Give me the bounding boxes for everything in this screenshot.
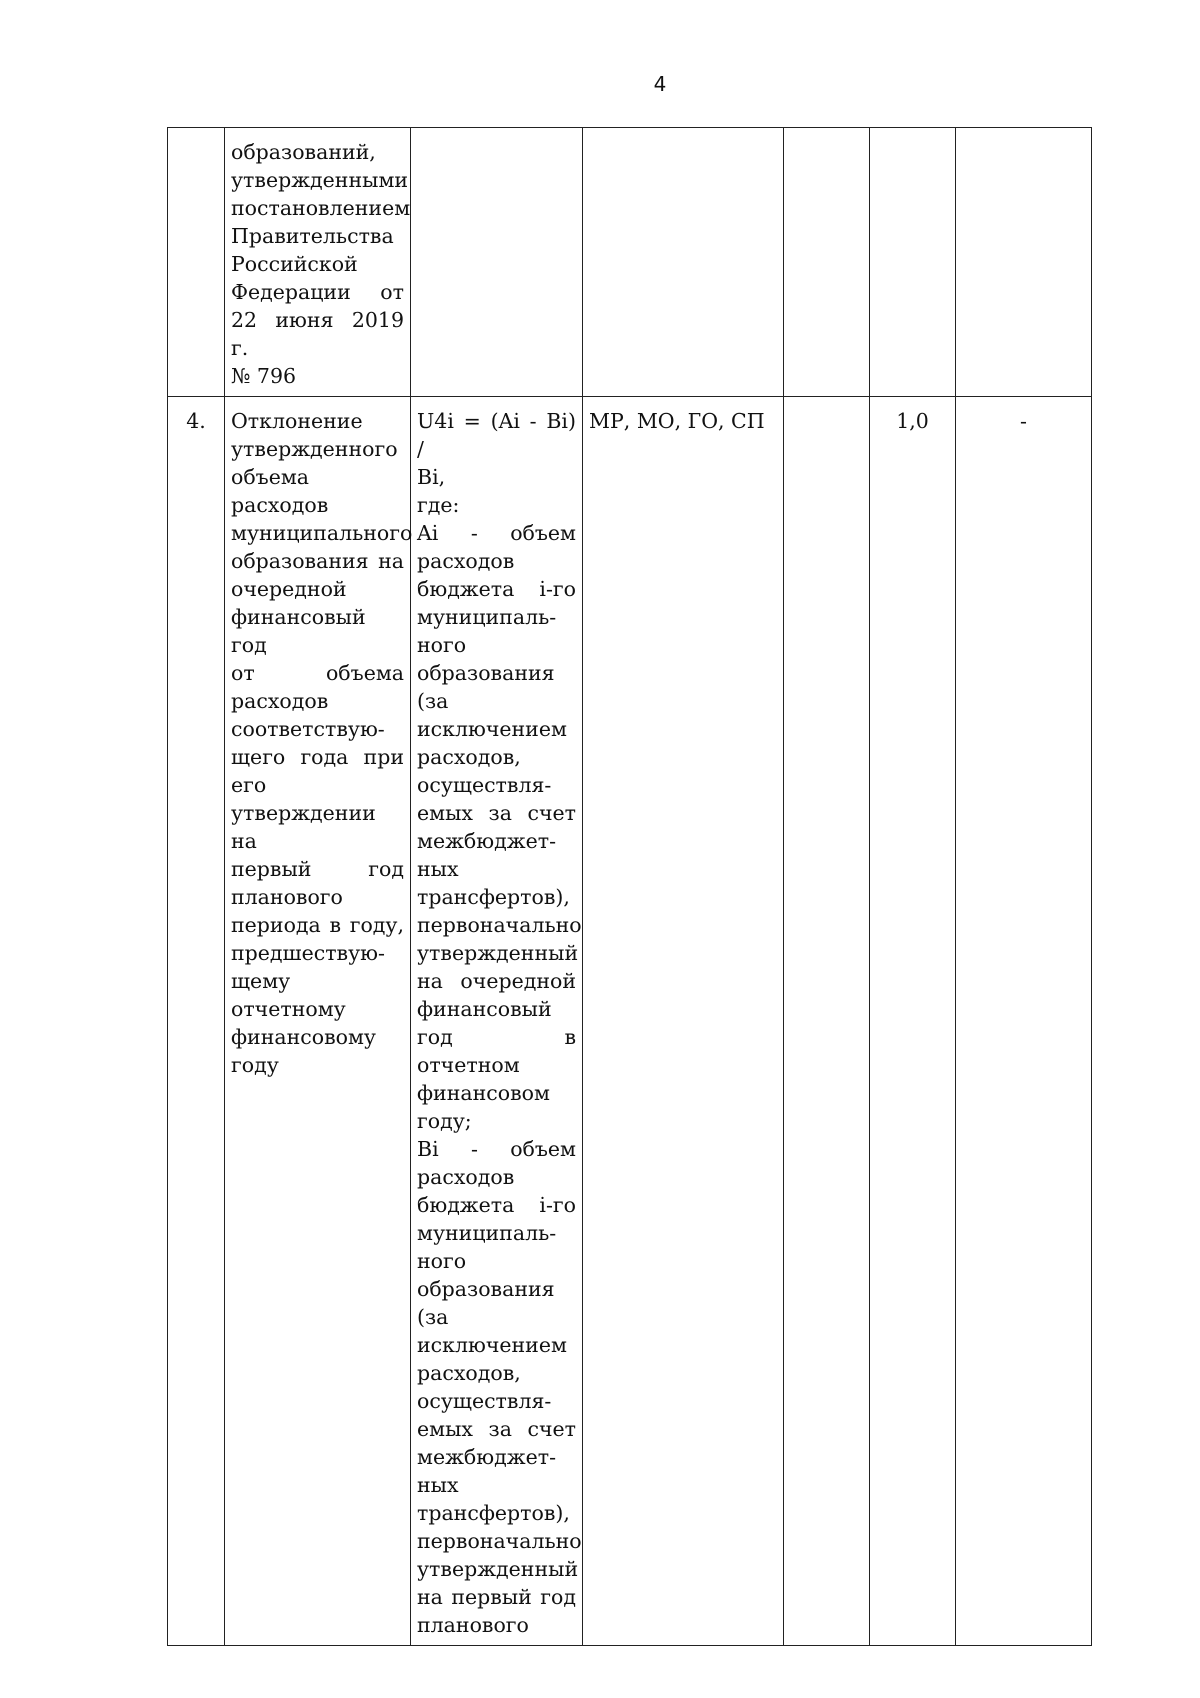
text-line: осуществля- xyxy=(417,773,552,797)
indicator-table xyxy=(167,127,1092,1646)
text-line: расходов, xyxy=(417,745,521,769)
text-line: образования на xyxy=(231,549,404,573)
text-line: образований, xyxy=(231,140,376,164)
indicator-name-cell xyxy=(225,397,411,1646)
text-line: U4i = (Ai - Bi) / xyxy=(417,409,576,461)
municipality-types-cell xyxy=(583,128,784,397)
text-line: его xyxy=(231,773,267,797)
text-line: 22 июня 2019 г. xyxy=(231,308,404,360)
text-line: бюджета i-го xyxy=(417,577,576,601)
text-line: расходов, xyxy=(417,1361,521,1385)
text-line: расходов xyxy=(231,493,329,517)
text-line: щему отчетному xyxy=(231,969,346,1021)
text-line: межбюджет- xyxy=(417,829,557,853)
empty-cell xyxy=(784,128,870,397)
text-line: муниципаль- xyxy=(417,1221,557,1245)
formula-cell xyxy=(411,128,583,397)
text-line: ных xyxy=(417,857,459,881)
text-line: межбюджет- xyxy=(417,1445,557,1469)
note-cell xyxy=(956,128,1092,397)
text-line: периода в году, xyxy=(231,913,404,937)
text-line: финансовый xyxy=(417,997,552,1021)
text-line: емых за счет xyxy=(417,1417,576,1441)
text-line: Российской xyxy=(231,252,358,276)
text-line: утвержденными xyxy=(231,168,409,192)
text-line: на очередной xyxy=(417,969,576,993)
text-line: исключением xyxy=(417,717,567,741)
text-line: году; xyxy=(417,1109,472,1133)
text-line: Федерации от xyxy=(231,280,404,304)
text-line: бюджета i-го xyxy=(417,1193,576,1217)
page-number: 4 xyxy=(653,72,667,96)
text-line: от объема xyxy=(231,661,404,685)
text-line: первый год xyxy=(231,857,404,881)
text-line: планового xyxy=(231,885,343,909)
municipality-types-cell: МР, МО, ГО, СП xyxy=(583,397,784,1646)
text-line: на первый год xyxy=(417,1585,576,1609)
text-line: исключением xyxy=(417,1333,567,1357)
text-line: где: xyxy=(417,493,460,517)
text-line: постановлением xyxy=(231,196,411,220)
text-line: объема xyxy=(231,465,310,489)
text-line: щего года при xyxy=(231,745,404,769)
text-line: (за xyxy=(417,689,449,713)
text-line: ного xyxy=(417,633,467,657)
text-line: образования xyxy=(417,1277,555,1301)
text-line: году xyxy=(231,1053,279,1077)
text-line: (за xyxy=(417,1305,449,1329)
text-line: расходов xyxy=(231,689,329,713)
formula-cell xyxy=(411,397,583,1646)
text-line: Bi - объем xyxy=(417,1137,576,1161)
row-number-cell xyxy=(168,128,225,397)
text-line: муниципаль- xyxy=(417,605,557,629)
text-line: финансовому xyxy=(231,1025,376,1049)
text-line: планового xyxy=(417,1613,529,1637)
text-line: образования xyxy=(417,661,555,685)
value-cell xyxy=(870,128,956,397)
text-line: Правительства xyxy=(231,224,394,248)
text-line: утвержденного xyxy=(231,437,398,461)
text-line: соответствую- xyxy=(231,717,385,741)
text-line: утверждении на xyxy=(231,801,376,853)
text-line: трансфертов), xyxy=(417,1501,570,1525)
text-line: Ai - объем xyxy=(417,521,576,545)
text-line: Bi, xyxy=(417,465,446,489)
indicator-name-cell xyxy=(225,128,411,397)
text-line: емых за счет xyxy=(417,801,576,825)
text-line: трансфертов), xyxy=(417,885,570,909)
text-line: первоначально xyxy=(417,913,582,937)
text-line: утвержденный xyxy=(417,1557,579,1581)
text-line: ных xyxy=(417,1473,459,1497)
text-line: финансовом xyxy=(417,1081,550,1105)
empty-cell xyxy=(784,397,870,1646)
text-line: ного xyxy=(417,1249,467,1273)
table-row xyxy=(168,128,1092,397)
text-line: финансовый год xyxy=(231,605,366,657)
text-line: осуществля- xyxy=(417,1389,552,1413)
value-cell: 1,0 xyxy=(870,397,956,1646)
text-line: № 796 xyxy=(231,364,297,388)
row-number-cell: 4. xyxy=(168,397,225,1646)
text-line: год в отчетном xyxy=(417,1025,576,1077)
text-line: первоначально xyxy=(417,1529,582,1553)
text-line: расходов xyxy=(417,549,515,573)
text-line: утвержденный xyxy=(417,941,579,965)
text-line: предшествую- xyxy=(231,941,385,965)
text-line: Отклонение xyxy=(231,409,363,433)
note-cell: - xyxy=(956,397,1092,1646)
text-line: расходов xyxy=(417,1165,515,1189)
table-row xyxy=(168,397,1092,1646)
text-line: очередной xyxy=(231,577,347,601)
text-line: муниципального xyxy=(231,521,413,545)
